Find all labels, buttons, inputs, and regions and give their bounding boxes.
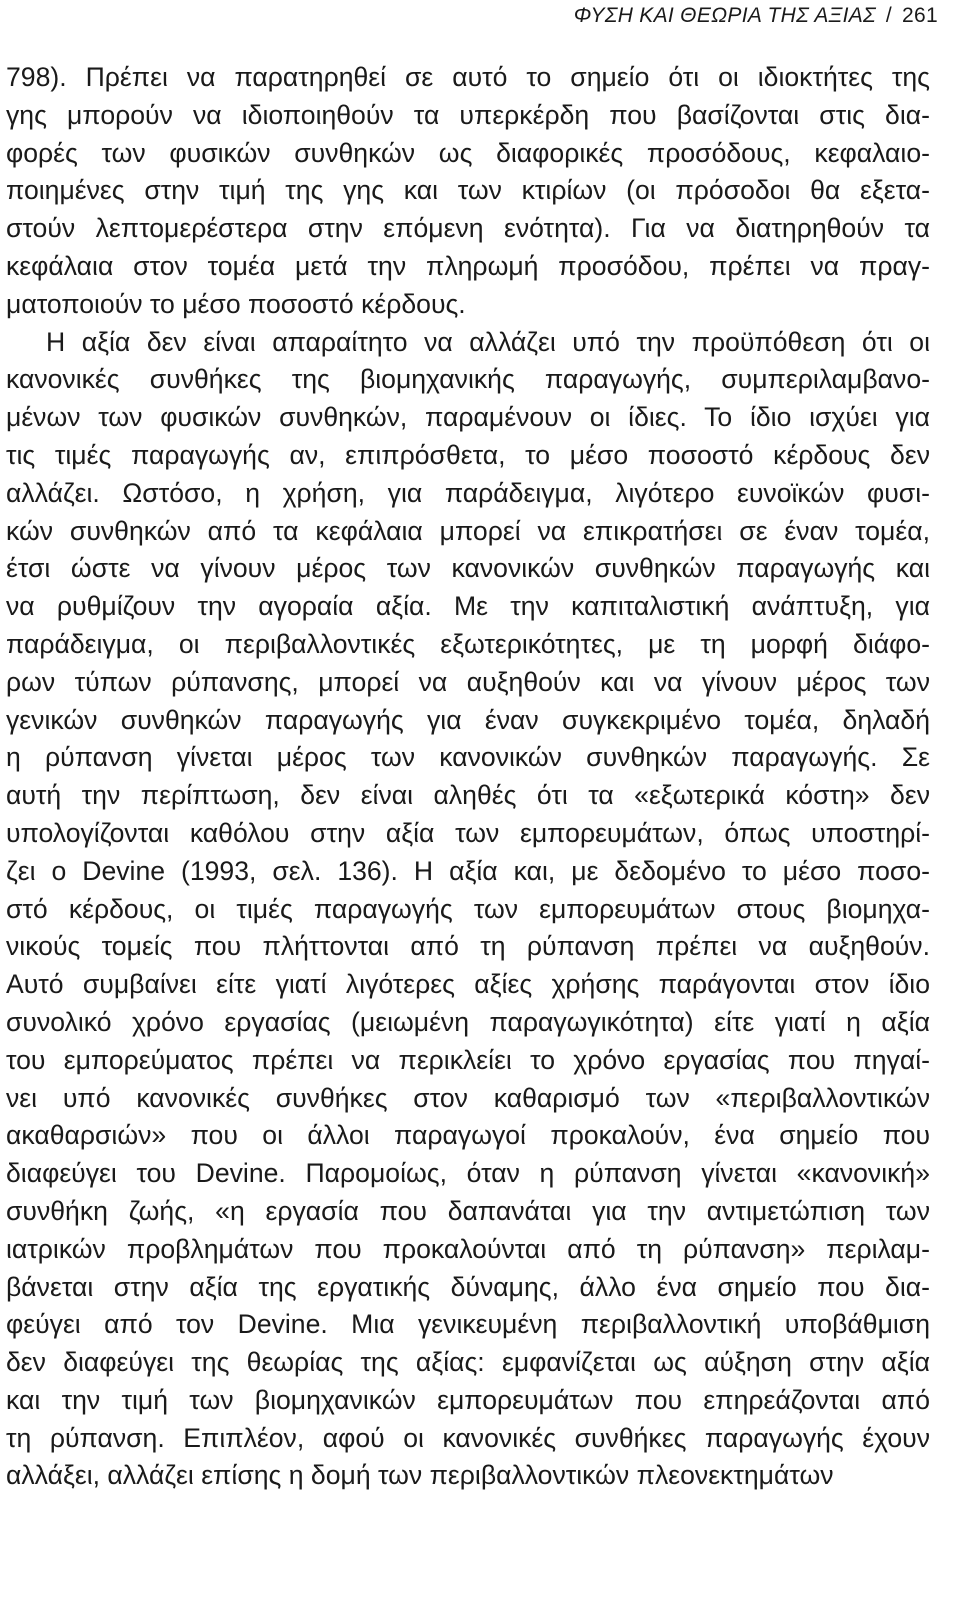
text-line: γης μπορούν να ιδιοποιηθούν τα υπερκέρδη που βασίζονται στις δια- (6, 99, 930, 130)
text-line: Η αξία δεν είναι απαραίτητο να αλλάζει υπό την προϋπόθεση ότι οι (46, 326, 930, 357)
text-line: φεύγει από τον Devine. Μια γενικευμένη περιβαλλοντική υποβάθμιση (6, 1309, 930, 1340)
text-line: κανονικές συνθήκες της βιομηχανικής παραγωγής, συμπεριλαμβανο- (6, 364, 930, 395)
text-line: η ρύπανση γίνεται μέρος των κανονικών συνθηκών παραγωγής. Σε (6, 742, 930, 773)
text-line: του εμπορεύματος πρέπει να περικλείει το χρόνο εργασίας που πηγαί- (6, 1044, 930, 1075)
text-line: βάνεται στην αξία της εργατικής δύναμης, άλλο ένα σημείο που δια- (6, 1271, 930, 1302)
text-line: γενικών συνθηκών παραγωγής για έναν συγκεκριμένο τομέα, δηλαδή (6, 704, 930, 735)
text-line: παράδειγμα, οι περιβαλλοντικές εξωτερικότητες, με τη μορφή διάφο- (6, 628, 930, 659)
text-line: κών συνθηκών από τα κεφάλαια μπορεί να επικρατήσει σε έναν τομέα, (6, 515, 930, 546)
text-line: ακαθαρσιών» που οι άλλοι παραγωγοί προκαλούν, ένα σημείο που (6, 1120, 930, 1151)
text-line: ιατρικών προβλημάτων που προκαλούνται από τη ρύπανση» περιλαμ- (6, 1233, 930, 1264)
text-line: έτσι ώστε να γίνουν μέρος των κανονικών συνθηκών παραγωγής και (6, 553, 930, 584)
page-number: 261 (902, 4, 938, 27)
running-head-title: ΦΥΣΗ ΚΑΙ ΘΕΩΡΙΑ ΤΗΣ ΑΞΙΑΣ (573, 4, 876, 27)
text-line: συνθήκη ζωής, «η εργασία που δαπανάται για την αντιμετώπιση των (6, 1195, 930, 1226)
running-head (574, 4, 938, 28)
text-line: νικούς τομείς που πλήττονται από τη ρύπανση πρέπει να αυξηθούν. (6, 931, 930, 962)
text-line: διαφεύγει του Devine. Παρομοίως, όταν η ρύπανση γίνεται «κανονική» (6, 1158, 930, 1189)
text-line: στούν λεπτομερέστερα στην επόμενη ενότητα). Για να διατηρηθούν τα (6, 213, 930, 244)
text-line: ποιημένες στην τιμή της γης και των κτιρίων (οι πρόσοδοι θα εξετα- (6, 175, 930, 206)
running-head-separator: / (885, 4, 893, 27)
text-line: ρων τύπων ρύπανσης, μπορεί να αυξηθούν και να γίνουν μέρος των (6, 666, 930, 697)
text-line: 798). Πρέπει να παρατηρηθεί σε αυτό το σημείο ότι οι ιδιοκτήτες της (6, 62, 930, 92)
text-line: τις τιμές παραγωγής αν, επιπρόσθετα, το μέσο ποσοστό κέρδους δεν (6, 439, 930, 470)
text-line: αλλάξει, αλλάζει επίσης η δομή των περιβαλλοντικών πλεονεκτημάτων (6, 1460, 834, 1491)
text-line: δεν διαφεύγει της θεωρίας της αξίας: εμφανίζεται ως αύξηση στην αξία (6, 1347, 930, 1378)
text-line: τη ρύπανση. Επιπλέον, αφού οι κανονικές συνθήκες παραγωγής έχουν (6, 1422, 930, 1453)
text-line: υπολογίζονται καθόλου στην αξία των εμπορευμάτων, όπως υποστηρί- (6, 817, 930, 848)
text-line: ζει ο Devine (1993, σελ. 136). Η αξία και, με δεδομένο το μέσο ποσο- (6, 855, 930, 886)
paragraph (6, 324, 930, 1496)
body-text (6, 59, 930, 1495)
text-line: αλλάζει. Ωστόσο, η χρήση, για παράδειγμα, λιγότερο ευνοϊκών φυσι- (6, 477, 930, 508)
text-line: μένων των φυσικών συνθηκών, παραμένουν οι ίδιες. Το ίδιο ισχύει για (6, 402, 930, 433)
text-line: ματοποιούν το μέσο ποσοστό κέρδους. (6, 288, 466, 319)
text-line: συνολικό χρόνο εργασίας (μειωμένη παραγωγικότητα) είτε γιατί η αξία (6, 1006, 930, 1037)
text-line: Αυτό συμβαίνει είτε γιατί λιγότερες αξίες χρήσης παράγονται στον ίδιο (6, 969, 930, 1000)
text-line: στό κέρδους, οι τιμές παραγωγής των εμπορευμάτων στους βιομηχα- (6, 893, 930, 924)
paragraph (6, 59, 930, 324)
text-line: φορές των φυσικών συνθηκών ως διαφορικές προσόδους, κεφαλαιο- (6, 137, 930, 168)
text-line: να ρυθμίζουν την αγοραία αξία. Με την καπιταλιστική ανάπτυξη, για (6, 591, 930, 622)
text-line: κεφάλαια στον τομέα μετά την πληρωμή προσόδου, πρέπει να πραγ- (6, 250, 930, 281)
text-line: νει υπό κανονικές συνθήκες στον καθαρισμό των «περιβαλλοντικών (6, 1082, 930, 1113)
text-line: και την τιμή των βιομηχανικών εμπορευμάτων που επηρεάζονται από (6, 1384, 930, 1415)
text-line: αυτή την περίπτωση, δεν είναι αληθές ότι τα «εξωτερικά κόστη» δεν (6, 780, 930, 811)
